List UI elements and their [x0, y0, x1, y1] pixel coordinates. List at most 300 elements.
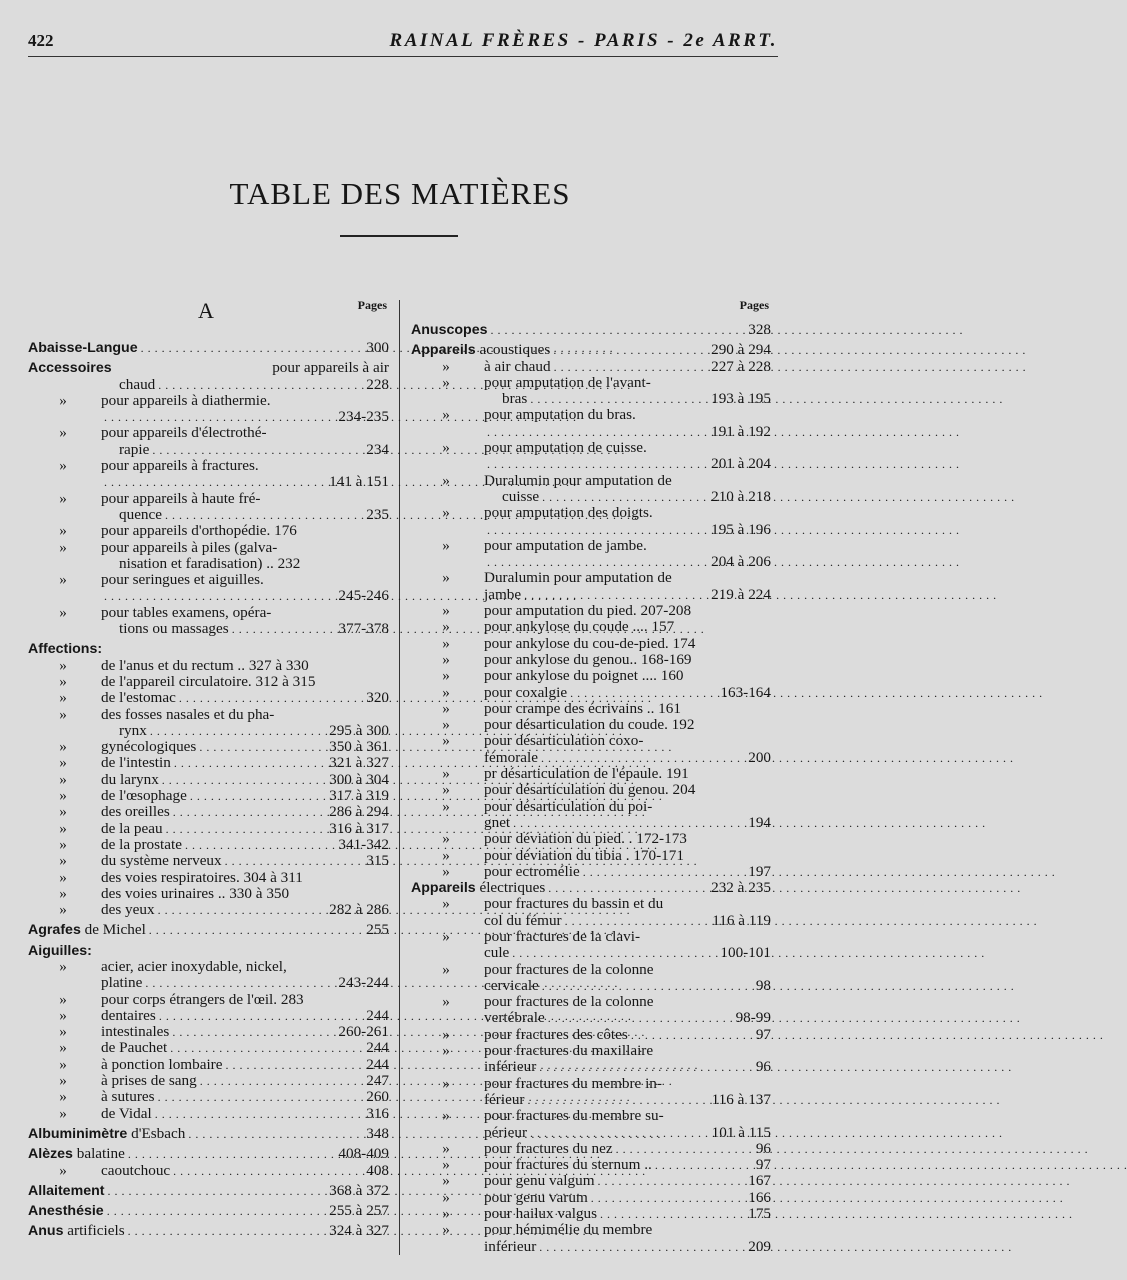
index-entry [28, 922, 389, 938]
index-entry [28, 491, 389, 507]
entry-text [119, 723, 147, 739]
dot-leader [104, 588, 335, 604]
index-entry [411, 978, 771, 994]
index-entry [28, 886, 389, 902]
continuation-mark: » [59, 672, 67, 690]
entry-text [484, 619, 771, 635]
entry-keyword: Appareils [411, 880, 476, 897]
continuation-mark: » [442, 373, 450, 391]
continuation-mark: » [59, 754, 67, 772]
index-entry [28, 605, 389, 621]
entry-keyword: Appareils [411, 342, 476, 359]
continuation-mark: » [442, 1025, 450, 1043]
continuation-mark: » [59, 1023, 67, 1041]
continuation-mark: » [59, 705, 67, 723]
entry-label: pour appareils à piles (galva- [101, 538, 278, 556]
running-title: RAINAL FRÈRES - PARIS - 2e ARRT. [389, 30, 778, 51]
index-entry [28, 523, 389, 539]
dot-leader [107, 1203, 326, 1219]
entry-label: jambe [484, 585, 522, 603]
index-entry [28, 853, 389, 869]
dot-leader [542, 978, 753, 994]
dot-leader [487, 522, 708, 538]
index-entry [28, 393, 389, 409]
continuation-mark: » [442, 797, 450, 815]
dot-leader [591, 1190, 745, 1206]
continuation-mark: » [442, 716, 450, 734]
dot-leader [512, 945, 717, 961]
index-entry [28, 360, 389, 376]
entry-label: de la prostate [101, 835, 182, 853]
index-column-right [411, 292, 771, 1255]
index-entry [411, 685, 771, 701]
index-entry [411, 929, 771, 945]
entry-text [484, 652, 771, 668]
entry-label: des oreilles [101, 803, 170, 821]
index-entry [28, 442, 389, 458]
index-entry [411, 619, 771, 635]
entry-label: pour appareils à diathermie. [101, 391, 271, 409]
entry-label: pour amputation du pied. 207-208 [484, 602, 692, 620]
entry-label: pour amputation des doigts. [484, 504, 653, 522]
index-entry [411, 831, 771, 847]
entry-text [101, 458, 389, 474]
index-lines [28, 340, 389, 1240]
entry-label: pour désarticulation du coude. 192 [484, 716, 695, 734]
index-entry [28, 959, 389, 975]
entry-text [502, 489, 539, 505]
continuation-mark: » [59, 522, 67, 540]
entry-label: pour désarticulation coxo- [484, 732, 644, 750]
entry-text [119, 621, 229, 637]
dot-leader [173, 1163, 363, 1179]
continuation-mark: » [59, 770, 67, 788]
entry-label: d'Esbach [127, 1124, 186, 1142]
index-entry [411, 913, 771, 929]
entry-text [101, 523, 389, 539]
page-ref: 234-235 [338, 408, 389, 426]
page-ref: 408-409 [338, 1145, 389, 1163]
page-ref: 350 à 361 [329, 738, 389, 756]
page-ref: 300 [366, 339, 389, 356]
index-lines [411, 322, 771, 1255]
entry-keyword: Aiguilles: [28, 942, 92, 959]
dot-leader [158, 377, 363, 393]
dot-leader [600, 1206, 745, 1222]
entry-label: de l'œsophage [101, 787, 187, 805]
continuation-mark: » [442, 830, 450, 848]
continuation-mark: » [442, 683, 450, 701]
entry-text [101, 1040, 167, 1056]
dot-leader [530, 391, 708, 407]
continuation-mark: » [59, 787, 67, 805]
page-ref: 166 [748, 1188, 771, 1206]
page-ref: 324 à 327 [329, 1222, 389, 1240]
page-ref: 316 à 317 [329, 819, 389, 837]
entry-label: chaud [119, 375, 156, 393]
entry-label: pour fractures du sternum .. [484, 1156, 652, 1174]
section-letter: A [198, 298, 214, 323]
entry-text [484, 782, 771, 798]
page-ref: 201 à 204 [711, 455, 771, 473]
continuation-mark: » [59, 1072, 67, 1090]
entry-label: rapie [119, 440, 150, 458]
dot-leader [487, 456, 708, 472]
entry-label: de l'appareil circulatoire. 312 à 315 [101, 672, 316, 690]
entry-text [484, 1222, 771, 1238]
entry-text [101, 1008, 156, 1024]
entry-label: pour corps étrangers de l'œil. 283 [101, 990, 304, 1008]
dot-leader [141, 340, 364, 356]
dot-leader [225, 1057, 363, 1073]
entry-label: pour ectromélie [484, 862, 580, 880]
continuation-mark: » [442, 650, 450, 668]
index-entry [28, 723, 389, 739]
index-entry [28, 409, 389, 425]
page-ref: 175 [748, 1205, 771, 1223]
page-ref: 210 à 218 [711, 487, 771, 505]
continuation-mark: » [442, 927, 450, 945]
entry-text [484, 733, 771, 749]
dot-leader [199, 739, 326, 755]
index-entry [28, 1073, 389, 1089]
entry-keyword: Albuminimètre [28, 1125, 128, 1142]
page-ref: 97 [755, 1156, 771, 1174]
page-ref: 141 à 151 [329, 473, 389, 491]
index-entry [411, 1173, 771, 1189]
index-entry [28, 1106, 389, 1122]
entry-text [101, 1024, 169, 1040]
entry-text [101, 690, 176, 706]
page-ref: 227 à 228 [711, 357, 771, 375]
page-ref: 408 [366, 1161, 389, 1179]
index-entry [411, 1108, 771, 1124]
index-entry [411, 1043, 771, 1059]
entry-text [484, 929, 771, 945]
index-entry [28, 707, 389, 723]
entry-label: de l'intestin [101, 754, 171, 772]
entry-text [101, 1106, 152, 1122]
continuation-mark: » [59, 603, 67, 621]
entry-label: du larynx [101, 770, 159, 788]
entry-label: quence [119, 505, 163, 523]
index-entry [411, 322, 771, 338]
entry-text [484, 962, 771, 978]
dot-leader [128, 1223, 326, 1239]
continuation-mark: » [442, 732, 450, 750]
index-entry [28, 572, 389, 588]
page-ref: 197 [748, 862, 771, 880]
entry-text [101, 674, 389, 690]
entry-keyword: Affections: [28, 641, 103, 658]
entry-label: acoustiques [475, 341, 551, 359]
entry-label: col du fémur [484, 911, 562, 929]
continuation-mark: » [442, 993, 450, 1011]
index-entry [411, 701, 771, 717]
index-entry [411, 636, 771, 652]
continuation-mark: » [442, 569, 450, 587]
dot-leader [150, 723, 326, 739]
entry-text [119, 442, 149, 458]
index-entry [411, 489, 771, 505]
page-ref: 116 à 137 [711, 1090, 771, 1108]
entry-text [28, 641, 102, 657]
index-entry [411, 456, 771, 472]
continuation-mark: » [442, 960, 450, 978]
continuation-mark: » [59, 571, 67, 589]
index-entry [28, 943, 389, 959]
entry-text [28, 1126, 185, 1142]
continuation-mark: » [59, 689, 67, 707]
index-entry [28, 674, 389, 690]
entry-text [484, 570, 771, 586]
entry-label: pour amputation de cuisse. [484, 439, 647, 457]
dot-leader [174, 755, 326, 771]
index-entry [411, 1076, 771, 1092]
dot-leader [232, 621, 336, 637]
dot-leader [185, 837, 335, 853]
dot-leader [104, 409, 335, 425]
dot-leader [159, 1008, 363, 1024]
continuation-mark: » [59, 738, 67, 756]
entry-text [101, 425, 389, 441]
entry-text [484, 538, 771, 554]
entry-text [484, 359, 551, 375]
entry-text [484, 799, 771, 815]
entry-text [101, 975, 142, 991]
index-entry [411, 342, 771, 358]
continuation-mark: » [442, 1172, 450, 1190]
index-entry [411, 1027, 771, 1043]
index-entry [28, 1223, 389, 1239]
dot-leader [165, 507, 363, 523]
continuation-mark: » [59, 901, 67, 919]
continuation-mark: » [59, 990, 67, 1008]
index-entry [411, 994, 771, 1010]
entry-text [101, 605, 389, 621]
entry-label: pour appareils à haute fré- [101, 489, 261, 507]
entry-text [101, 755, 171, 771]
entry-label: pour désarticulation du poi- [484, 797, 653, 815]
index-entry [28, 837, 389, 853]
dot-leader [553, 342, 708, 358]
index-entry [411, 962, 771, 978]
entry-text [101, 572, 389, 588]
entry-label: périeur [484, 1123, 528, 1141]
entry-keyword: Anuscopes [411, 322, 488, 338]
index-entry [28, 755, 389, 771]
continuation-mark: » [59, 852, 67, 870]
index-entry [411, 766, 771, 782]
entry-keyword: Agrafes [28, 922, 81, 939]
page-ref: 235 [366, 505, 389, 523]
index-entry [28, 540, 389, 556]
entry-label: fémorale [484, 748, 538, 766]
entry-text [28, 943, 92, 959]
continuation-mark: » [442, 862, 450, 880]
index-entry [411, 1125, 771, 1141]
page-ref: 209 [748, 1237, 771, 1255]
dot-leader [565, 913, 710, 929]
dot-leader [554, 359, 708, 375]
index-entry [411, 424, 771, 440]
continuation-mark: » [59, 656, 67, 674]
entry-label: pour fractures du nez [484, 1139, 613, 1157]
dot-leader [541, 750, 745, 766]
page-ref: 316 [366, 1104, 389, 1122]
dot-leader [145, 975, 335, 991]
dot-leader [487, 424, 708, 440]
entry-text [484, 717, 771, 733]
index-entry [28, 870, 389, 886]
entry-label: pour amputation de l'avant- [484, 373, 651, 391]
index-entry [411, 587, 771, 603]
entry-label: de Michel [80, 921, 146, 939]
entry-text [484, 1141, 613, 1157]
dot-leader [487, 554, 708, 570]
continuation-mark: » [59, 457, 67, 475]
entry-label: pour ankylose du poignet .... 160 [484, 667, 684, 685]
entry-label: pr désarticulation de l'épaule. 191 [484, 765, 689, 783]
entry-text [28, 1146, 125, 1162]
entry-label: des voies urinaires .. 330 à 350 [101, 884, 290, 902]
index-entry [28, 1183, 389, 1199]
dot-leader [539, 1059, 753, 1075]
entry-label: pour ankylose du coude .... 157 [484, 618, 675, 636]
entry-label: de Pauchet [101, 1039, 168, 1057]
entry-label: à sutures [101, 1088, 155, 1106]
continuation-mark: » [442, 699, 450, 717]
pages-label: Pages [739, 298, 769, 312]
entry-text [119, 507, 162, 523]
entry-text [28, 1223, 125, 1239]
continuation-mark: » [442, 781, 450, 799]
index-entry [411, 782, 771, 798]
continuation-mark: » [59, 1039, 67, 1057]
entry-text [101, 821, 163, 837]
entry-label: de la peau [101, 819, 163, 837]
entry-label: électriques [475, 879, 546, 897]
continuation-mark: » [442, 765, 450, 783]
dot-leader [539, 1239, 745, 1255]
index-entry [28, 902, 389, 918]
entry-text [484, 1125, 527, 1141]
entry-label: gynécologiques [101, 738, 197, 756]
page-ref: 100-101 [720, 944, 771, 962]
entry-label: pour tables examens, opéra- [101, 603, 272, 621]
entry-label: bras [502, 390, 528, 408]
continuation-mark: » [442, 1221, 450, 1239]
page-ref: 163-164 [720, 683, 771, 701]
entry-text [101, 886, 389, 902]
index-entry [28, 739, 389, 755]
entry-text [484, 505, 771, 521]
page-ref: 245-246 [338, 587, 389, 605]
page-ref: 348 [366, 1124, 389, 1142]
entry-text [484, 766, 771, 782]
continuation-mark: » [442, 439, 450, 457]
entry-text [484, 1190, 588, 1206]
entry-text [484, 750, 538, 766]
page-ref: 219 à 224 [711, 585, 771, 603]
entry-label: pour fractures de la colonne [484, 993, 654, 1011]
entry-label: cule [484, 944, 510, 962]
entry-label: artificiels [63, 1222, 125, 1240]
index-entry [28, 690, 389, 706]
dot-leader [155, 1106, 364, 1122]
dot-leader [513, 815, 745, 831]
entry-label: pour déviation du pied. . 172-173 [484, 830, 687, 848]
entry-text [101, 902, 155, 918]
dot-leader [158, 1089, 364, 1105]
page-ref: 255 à 257 [329, 1202, 389, 1220]
entry-text [101, 1057, 222, 1073]
entry-label: des yeux [101, 901, 155, 919]
index-entry [28, 425, 389, 441]
entry-label: inférieur [484, 1237, 537, 1255]
entry-text [484, 1027, 628, 1043]
entry-label: dentaires [101, 1006, 156, 1024]
entry-text [484, 407, 771, 423]
continuation-mark: » [59, 803, 67, 821]
entry-text [484, 587, 521, 603]
index-entry [411, 848, 771, 864]
page-ref: 286 à 294 [329, 803, 389, 821]
page-ref: 247 [366, 1072, 389, 1090]
entry-text [101, 804, 170, 820]
page-ref: 368 à 372 [329, 1181, 389, 1199]
entry-label: pour fractures du bassin et du [484, 895, 664, 913]
index-entry [28, 474, 389, 490]
title-rule [340, 235, 458, 237]
entry-text [484, 1092, 524, 1108]
entry-label: pour amputation de jambe. [484, 536, 647, 554]
continuation-mark: » [442, 471, 450, 489]
entry-text [484, 848, 771, 864]
page-ref: 260 [366, 1088, 389, 1106]
entry-label: platine [101, 974, 143, 992]
index-entry [411, 1206, 771, 1222]
page-ref: 96 [755, 1139, 771, 1157]
entry-text [101, 658, 389, 674]
dot-leader [616, 1141, 753, 1157]
entry-label: pour appareils à air [272, 359, 389, 377]
continuation-mark: » [59, 957, 67, 975]
entry-label: nisation et faradisation) .. 232 [119, 554, 301, 572]
entry-text [484, 1206, 597, 1222]
continuation-mark: » [59, 538, 67, 556]
index-entry [28, 641, 389, 657]
entry-label: pour déviation du tibia . 170-171 [484, 846, 684, 864]
dot-leader [166, 821, 327, 837]
entry-label: caoutchouc [101, 1161, 171, 1179]
page-ref: 321 à 327 [329, 754, 389, 772]
entry-text [502, 391, 527, 407]
entry-text [101, 959, 389, 975]
index-entry [28, 992, 389, 1008]
entry-text [484, 440, 771, 456]
index-entry [411, 717, 771, 733]
page-ref: 116 à 119 [712, 911, 771, 929]
page-ref: 377-378 [338, 620, 389, 638]
entry-label: des voies respiratoires. 304 à 311 [101, 868, 303, 886]
entry-keyword: Anus [28, 1223, 64, 1240]
entry-label: pour amputation du bras. [484, 406, 636, 424]
entry-text [101, 1089, 155, 1105]
continuation-mark: » [59, 1161, 67, 1179]
index-entry [28, 1089, 389, 1105]
entry-label: pour appareils d'électrothé- [101, 424, 267, 442]
